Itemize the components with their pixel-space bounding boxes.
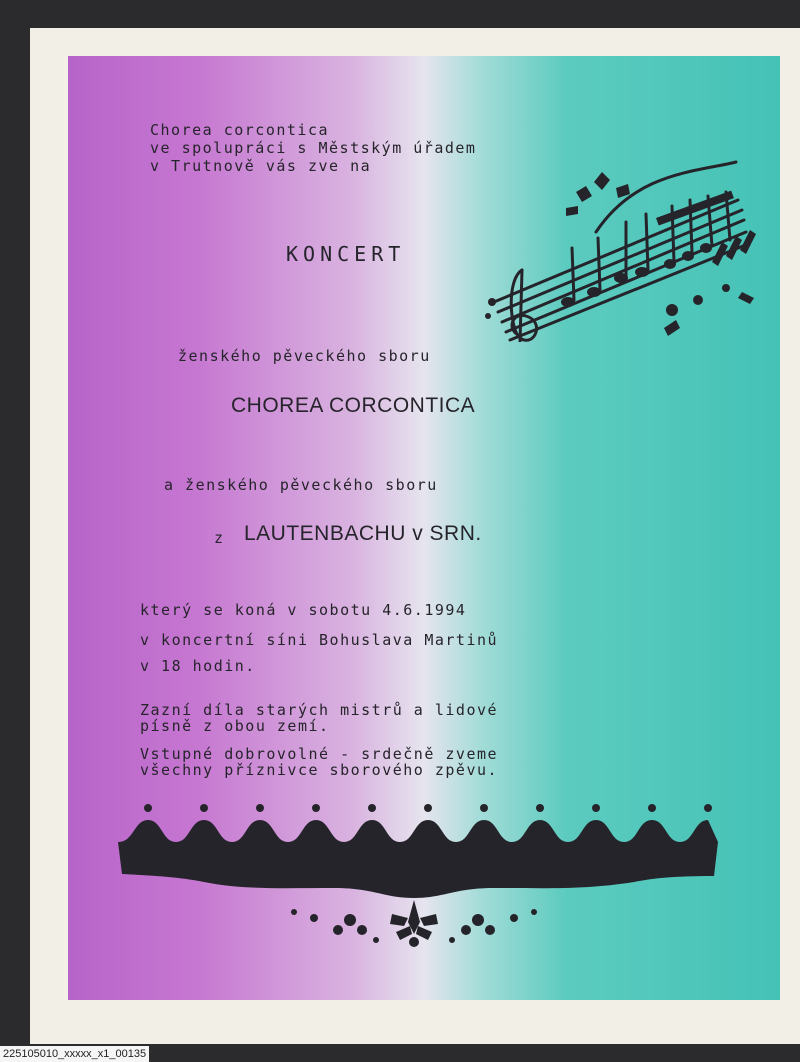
- details-line-1: který se koná v sobotu 4.6.1994: [140, 601, 467, 619]
- concert-poster: [68, 56, 780, 1000]
- event-title: KONCERT: [286, 242, 406, 266]
- folk-ornament-icon: [114, 802, 724, 952]
- choir2-subtitle: a ženského pěveckého sboru: [164, 476, 438, 494]
- invitation-line-1: Chorea corcontica: [150, 121, 330, 139]
- invitation-line-2: ve spolupráci s Městským úřadem: [150, 139, 477, 157]
- choir2-prefix: z: [214, 529, 225, 547]
- program-line-2: písně z obou zemí.: [140, 717, 330, 735]
- invitation-line-3: v Trutnově vás zve na: [150, 157, 372, 175]
- music-notes-icon: [476, 152, 766, 342]
- archive-id-label: 225105010_xxxxx_x1_00135: [0, 1046, 149, 1062]
- admission-line-1: Vstupné dobrovolné - srdečně zveme: [140, 745, 499, 763]
- details-line-3: v 18 hodin.: [140, 657, 256, 675]
- choir1-name: CHOREA CORCONTICA: [231, 394, 476, 417]
- details-line-2: v koncertní síni Bohuslava Martinů: [140, 631, 499, 649]
- choir1-subtitle: ženského pěveckého sboru: [178, 347, 431, 365]
- choir2-name: LAUTENBACHU v SRN.: [244, 522, 482, 545]
- admission-line-2: všechny příznivce sborového zpěvu.: [140, 761, 499, 779]
- program-line-1: Zazní díla starých mistrů a lidové: [140, 701, 499, 719]
